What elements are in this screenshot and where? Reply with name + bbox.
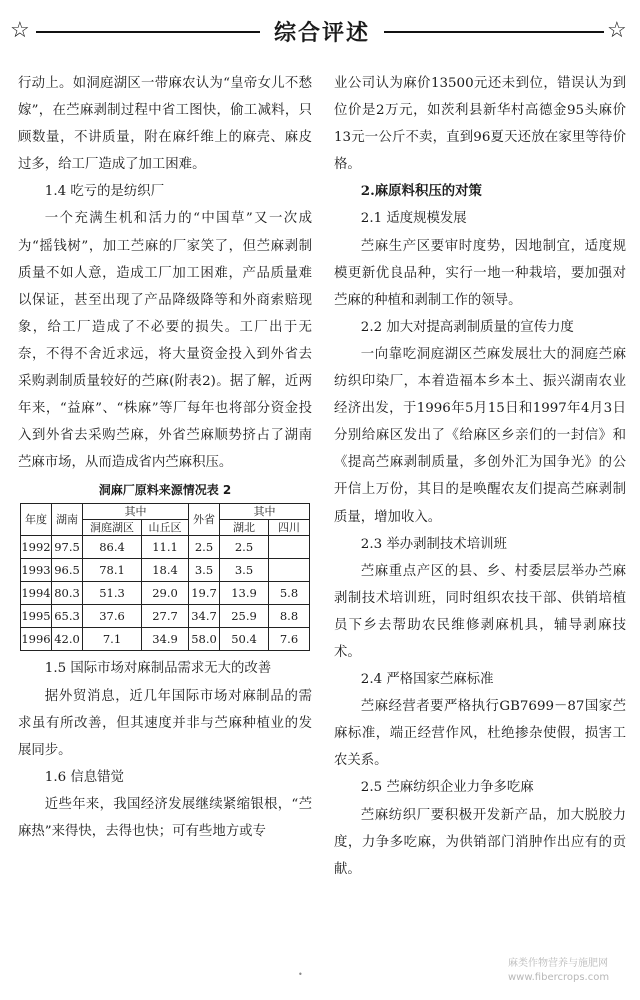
table-cell: 78.1 [83,559,142,582]
table-cell: 65.3 [52,605,83,628]
subsection-heading: 2.3 举办剥制技术培训班 [360,536,507,552]
subsection-heading: 2.4 严格国家苎麻标准 [360,672,494,688]
paragraph: 苎麻纺织厂要积极开发新产品，加大脱胶力度，力争多吃麻，为供销部门消肿作出应有的贡献。 [334,807,626,877]
paragraph: 苎麻重点产区的县、乡、村委层层举办苎麻剥制技术培训班，同时组织农技干部、供销培植员下乡去帮助农民维修剥麻机具，辅导剥麻技术。 [334,563,626,660]
right-column [334,70,626,883]
watermark [508,957,636,985]
paragraph: 业公司认为麻价13500元还未到位，错误认为到位价是2万元，如茨利县新华村高德金95头麻价13元一公斤不卖，直到96夏天还放在家里等待价格。 [334,76,626,173]
table-row [21,605,310,628]
table-cell: 1996 [21,628,52,651]
table-cell: 27.7 [142,605,189,628]
table-cell: 11.1 [142,536,189,559]
table-cell: 97.5 [52,536,83,559]
paragraph: 一向靠吃洞庭湖区苎麻发展壮大的洞庭苎麻纺织印染厂，本着造福本乡本土、振兴湖南农业经济出发，于1996年5月15日和1997年4月3日分别给麻区发出了《给麻区乡亲们的一封信》和《提高苎麻剥制质量，多创外汇为国争光》的公开信上万份，其目的是唤醒农友们提高苎麻剥制质量，增加收入。 [334,346,626,525]
table-cell: 1993 [21,559,52,582]
table-cell: 25.9 [220,605,269,628]
col-header-shanqiu: 山丘区 [142,520,189,536]
table-cell: 1992 [21,536,52,559]
table-cell: 19.7 [189,582,220,605]
table-cell: 1994 [21,582,52,605]
col-header-group: 其中 [220,504,310,520]
header-rule-right [384,31,604,33]
col-header-year: 年度 [21,504,52,536]
source-table [20,503,310,651]
section-title: 综合评述 [273,21,370,46]
table-cell: 34.7 [189,605,220,628]
table-cell: 7.1 [83,628,142,651]
star-icon: ☆ [607,18,627,43]
table-cell [269,536,310,559]
table-cell: 42.0 [52,628,83,651]
table-cell: 3.5 [189,559,220,582]
table-cell: 37.6 [83,605,142,628]
table-row [21,582,310,605]
table-cell: 51.3 [83,582,142,605]
col-header-hubei: 湖北 [220,520,269,536]
table-cell: 13.9 [220,582,269,605]
page-header [0,0,640,72]
header-rule-left [36,31,260,33]
table-caption: 洞麻厂原料来源情况表 2 [98,483,232,498]
table-cell: 3.5 [220,559,269,582]
table-cell: 1995 [21,605,52,628]
subsection-heading: 2.2 加大对提高剥制质量的宣传力度 [360,319,574,335]
table-cell: 5.8 [269,582,310,605]
paragraph: 一个充满生机和活力的“中国草”又一次成为“摇钱树”，加工苎麻的厂家笑了，但苎麻剥制质量不如人意，造成工厂加工困难，产品质量难以保证，甚至出现了产品降级降等和外商索赔现象，给工厂造成了不必要的损失。工厂出于无奈，不得不舍近求远，将大量资金投入到外省去采购剥制质量较好的苎麻(附表2)。据了解，近两年来，“益麻”、“株麻”等厂每年也将部分资金投入到外省去采购苎麻，外省苎麻顺势挤占了湖南苎麻市场，从而造成省内苎麻积压。 [18,211,312,471]
table-cell: 34.9 [142,628,189,651]
col-header-dongting: 洞庭湖区 [83,520,142,536]
subsection-heading: 2.5 苎麻纺织企业力争多吃麻 [360,780,534,796]
star-icon: ☆ [10,18,30,43]
table-row [21,628,310,651]
table-cell: 7.6 [269,628,310,651]
paragraph: 行动上。如洞庭湖区一带麻农认为“皇帝女儿不愁嫁”，在苎麻剥制过程中省工图快，偷工减料，只顾数量，不讲质量，附在麻纤维上的麻壳、麻皮过多，给工厂造成了加工困难。 [18,76,312,173]
table-cell: 86.4 [83,536,142,559]
subsection-heading: 1.6 信息错觉 [44,769,124,785]
paragraph: 苎麻生产区要审时度势，因地制宜，适度规模更新优良品种，实行一地一种栽培，要加强对苎麻的种植和剥制工作的领导。 [334,238,626,308]
table-cell: 29.0 [142,582,189,605]
col-header-sichuan: 四川 [269,520,310,536]
subsection-heading: 2.1 适度规模发展 [360,211,467,227]
watermark-line: www.fibercrops.com [508,972,610,983]
table-cell: 8.8 [269,605,310,628]
table-cell: 50.4 [220,628,269,651]
paragraph: 苎麻经营者要严格执行GB7699－87国家苎麻标准，端正经营作风，杜绝掺杂使假，损害工农关系。 [334,699,626,769]
subsection-heading: 1.5 国际市场对麻制品需求无大的改善 [44,661,272,677]
table-cell [269,559,310,582]
left-column [18,70,312,845]
table-row [21,536,310,559]
subsection-heading: 1.4 吃亏的是纺织厂 [44,184,165,200]
table-cell: 2.5 [220,536,269,559]
table-cell: 2.5 [189,536,220,559]
section-heading: 2.麻原料积压的对策 [360,183,482,200]
page-mark: • [298,970,303,979]
col-header-waisheng: 外省 [189,504,220,536]
table-cell: 58.0 [189,628,220,651]
table-cell: 18.4 [142,559,189,582]
col-header-hunan: 湖南 [52,504,83,536]
table-cell: 80.3 [52,582,83,605]
col-header-group: 其中 [83,504,189,520]
table-cell: 96.5 [52,559,83,582]
watermark-line: 麻类作物营养与施肥网 [508,958,608,969]
table-row [21,559,310,582]
paragraph: 近些年来，我国经济发展继续紧缩银根，“苎麻热”来得快，去得也快；可有些地方或专 [18,796,312,839]
paragraph: 据外贸消息，近几年国际市场对麻制品的需求虽有所改善，但其速度并非与苎麻种植业的发展同步。 [18,688,312,758]
